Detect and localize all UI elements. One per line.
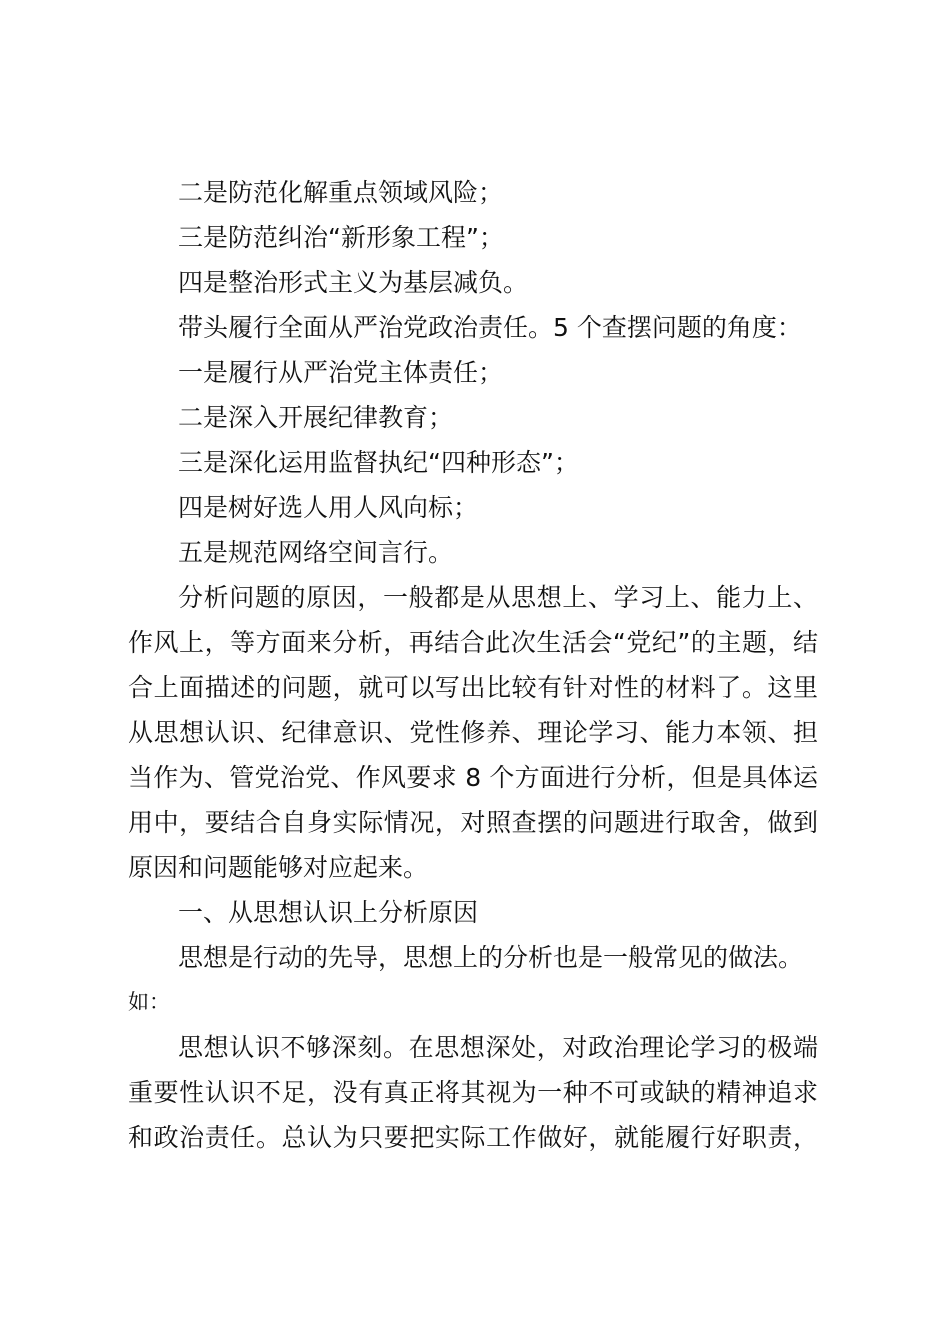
text-line-9: 五是规范网络空间言行。 [178,538,454,567]
text-line-16: 原因和问题能够对应起来。 [128,853,429,882]
document-body [128,170,818,1160]
text-line-8: 四是树好选人用人风向标； [178,493,479,522]
text-line-10: 分析问题的原因，一般都是从思想上、学习上、能力上、 [178,583,818,612]
text-line-21: 重要性认识不足，没有真正将其视为一种不可或缺的精神追求 [128,1078,818,1107]
text-line-12: 合上面描述的问题，就可以写出比较有针对性的材料了。这里 [128,673,818,702]
section-heading: 一、从思想认识上分析原因 [178,898,479,927]
text-line-19: 如： [128,990,170,1014]
text-line-20: 思想认识不够深刻。在思想深处，对政治理论学习的极端 [178,1033,818,1062]
text-line-22: 和政治责任。总认为只要把实际工作做好，就能履行好职责， [128,1123,818,1152]
text-line-2: 三是防范纠治“新形象工程”； [178,223,504,252]
text-line-6: 二是深入开展纪律教育； [178,403,454,432]
text-line-18: 思想是行动的先导，思想上的分析也是一般常见的做法。 [178,943,804,972]
text-line-15: 用中，要结合自身实际情况，对照查摆的问题进行取舍，做到 [128,808,818,837]
text-line-11: 作风上，等方面来分析，再结合此次生活会“党纪”的主题，结 [128,628,818,657]
text-line-14: 当作为、管党治党、作风要求 8 个方面进行分析，但是具体运 [128,763,818,792]
text-line-13: 从思想认识、纪律意识、党性修养、理论学习、能力本领、担 [128,718,818,747]
text-line-7: 三是深化运用监督执纪“四种形态”； [178,448,579,477]
text-line-5: 一是履行从严治党主体责任； [178,358,504,387]
text-line-3: 四是整治形式主义为基层减负。 [178,268,529,297]
text-line-4: 带头履行全面从严治党政治责任。5 个查摆问题的角度： [178,313,802,342]
text-line-1: 二是防范化解重点领域风险； [178,178,504,207]
